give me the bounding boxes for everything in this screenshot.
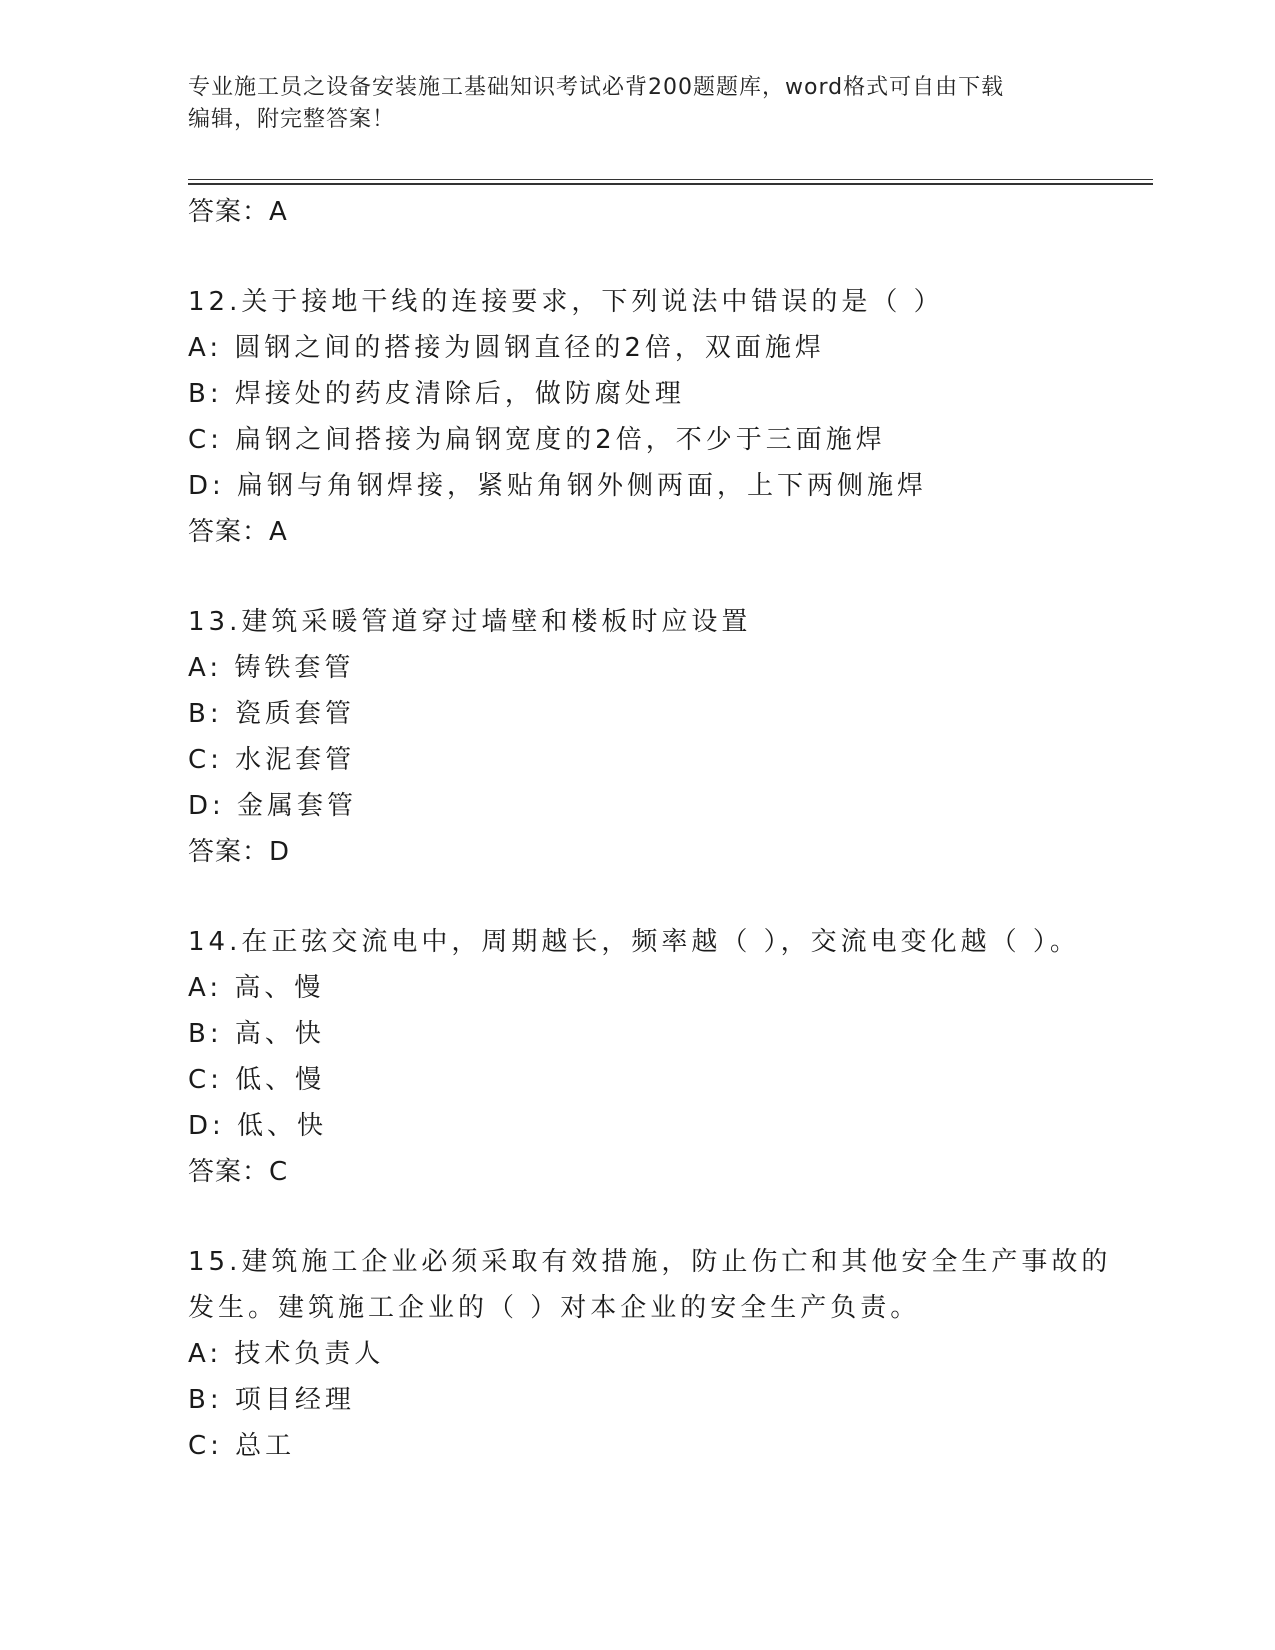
option-b: B: 瓷质套管 [188, 699, 355, 729]
document-header [188, 72, 1088, 136]
question-text-line-1: 15.建筑施工企业必须采取有效措施，防止伤亡和其他安全生产事故的 [188, 1247, 1112, 1277]
question-14 [188, 919, 1088, 1195]
option-c: C: 扁钢之间搭接为扁钢宽度的2倍，不少于三面施焊 [188, 425, 886, 455]
question-12 [188, 279, 1088, 555]
option-c: C: 低、慢 [188, 1065, 326, 1095]
header-line-1: 专业施工员之设备安装施工基础知识考试必背200题题库，word格式可自由下载 [188, 75, 1005, 100]
option-a: A: 技术负责人 [188, 1339, 385, 1369]
question-15 [188, 1239, 1112, 1469]
option-a: A: 铸铁套管 [188, 653, 355, 683]
option-b: B: 焊接处的药皮清除后，做防腐处理 [188, 379, 685, 409]
answer-line: 答案：C [188, 1157, 289, 1187]
option-d: D: 金属套管 [188, 791, 358, 821]
question-list [188, 189, 1112, 1469]
question-text: 14.在正弦交流电中，周期越长，频率越（ ），交流电变化越（ ）。 [188, 927, 1080, 957]
answer-line: 答案：A [188, 197, 288, 227]
question-text: 12.关于接地干线的连接要求，下列说法中错误的是（ ） [188, 287, 944, 317]
option-b: B: 项目经理 [188, 1385, 355, 1415]
answer-line: 答案：A [188, 517, 288, 547]
answer-line: 答案：D [188, 837, 291, 867]
option-d: D: 低、快 [188, 1111, 328, 1141]
question-text: 13.建筑采暖管道穿过墙壁和楼板时应设置 [188, 607, 752, 637]
option-b: B: 高、快 [188, 1019, 325, 1049]
option-a: A: 圆钢之间的搭接为圆钢直径的2倍，双面施焊 [188, 333, 825, 363]
question-13 [188, 599, 1088, 875]
option-c: C: 水泥套管 [188, 745, 356, 775]
option-a: A: 高、慢 [188, 973, 325, 1003]
header-divider-thin [188, 179, 1153, 180]
question-text-line-2: 发生。建筑施工企业的（ ）对本企业的安全生产负责。 [188, 1293, 921, 1323]
header-divider-thick [188, 183, 1153, 185]
option-d: D: 扁钢与角钢焊接，紧贴角钢外侧两面，上下两侧施焊 [188, 471, 928, 501]
header-line-2: 编辑，附完整答案！ [188, 107, 396, 132]
option-c: C: 总工 [188, 1431, 296, 1461]
